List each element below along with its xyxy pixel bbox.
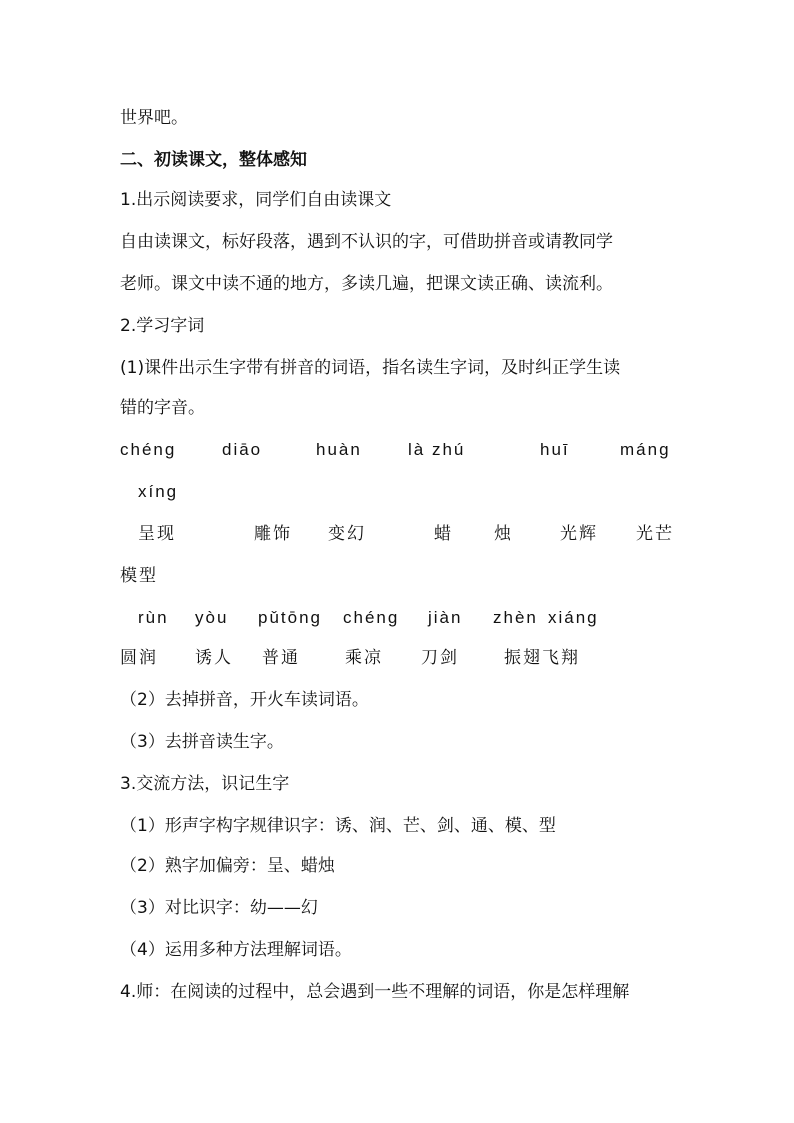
vocabulary-word: 光辉 [560,524,598,544]
pinyin-text: diāo [222,440,263,459]
vocabulary-word: 普通 [262,648,300,668]
vocabulary-word: 圆润 [120,648,158,668]
pinyin-text: chéng [343,608,400,627]
pinyin-text: jiàn [428,608,463,627]
vocabulary-word: 雕饰 [254,524,292,544]
pinyin-text: pǔtōng [258,608,322,627]
paragraph-line: 世界吧。 [120,108,188,128]
pinyin-text: xiáng [548,608,599,627]
step-heading: 2.学习字词 [120,316,205,336]
vocabulary-word: 诱人 [195,648,233,668]
pinyin-text: máng [620,440,671,459]
paragraph-line: （2）去掉拼音，开火车读词语。 [120,690,369,710]
paragraph-line: 错的字音。 [120,398,205,418]
pinyin-text: huī [540,440,570,459]
paragraph-line: （3）对比识字：幼——幻 [120,898,318,918]
pinyin-text: rùn [138,608,169,627]
pinyin-text: huàn [316,440,362,459]
paragraph-line: （1）形声字构字规律识字：诱、润、芒、剑、通、模、型 [120,816,556,836]
paragraph-line: 老师。课文中读不通的地方，多读几遍，把课文读正确、读流利。 [120,274,613,294]
vocabulary-word: 烛 [494,524,513,544]
paragraph-line: （2）熟字加偏旁：呈、蜡烛 [120,856,335,876]
vocabulary-word: 变幻 [328,524,366,544]
paragraph-line: （4）运用多种方法理解词语。 [120,940,352,960]
vocabulary-word: 刀剑 [421,648,459,668]
step-heading: 3.交流方法，识记生字 [120,774,290,794]
step-heading: 1.出示阅读要求，同学们自由读课文 [120,190,392,210]
paragraph-line: (1)课件出示生字带有拼音的词语，指名读生字词，及时纠正学生读 [120,358,621,378]
section-heading: 二、初读课文，整体感知 [120,150,307,170]
pinyin-text: yòu [195,608,229,627]
pinyin-text: là zhú [408,440,466,459]
pinyin-text: xíng [138,482,179,501]
pinyin-text: chéng [120,440,177,459]
vocabulary-word: 光芒 [636,524,674,544]
vocabulary-word: 模型 [120,566,158,586]
step-heading: 4.师：在阅读的过程中，总会遇到一些不理解的词语，你是怎样理解 [120,982,630,1002]
vocabulary-word: 乘凉 [345,648,383,668]
vocabulary-word: 振翅飞翔 [504,648,580,668]
vocabulary-word: 蜡 [434,524,453,544]
paragraph-line: （3）去拼音读生字。 [120,732,284,752]
vocabulary-word: 呈现 [138,524,176,544]
pinyin-text: zhèn [493,608,538,627]
paragraph-line: 自由读课文，标好段落，遇到不认识的字，可借助拼音或请教同学 [120,232,613,252]
